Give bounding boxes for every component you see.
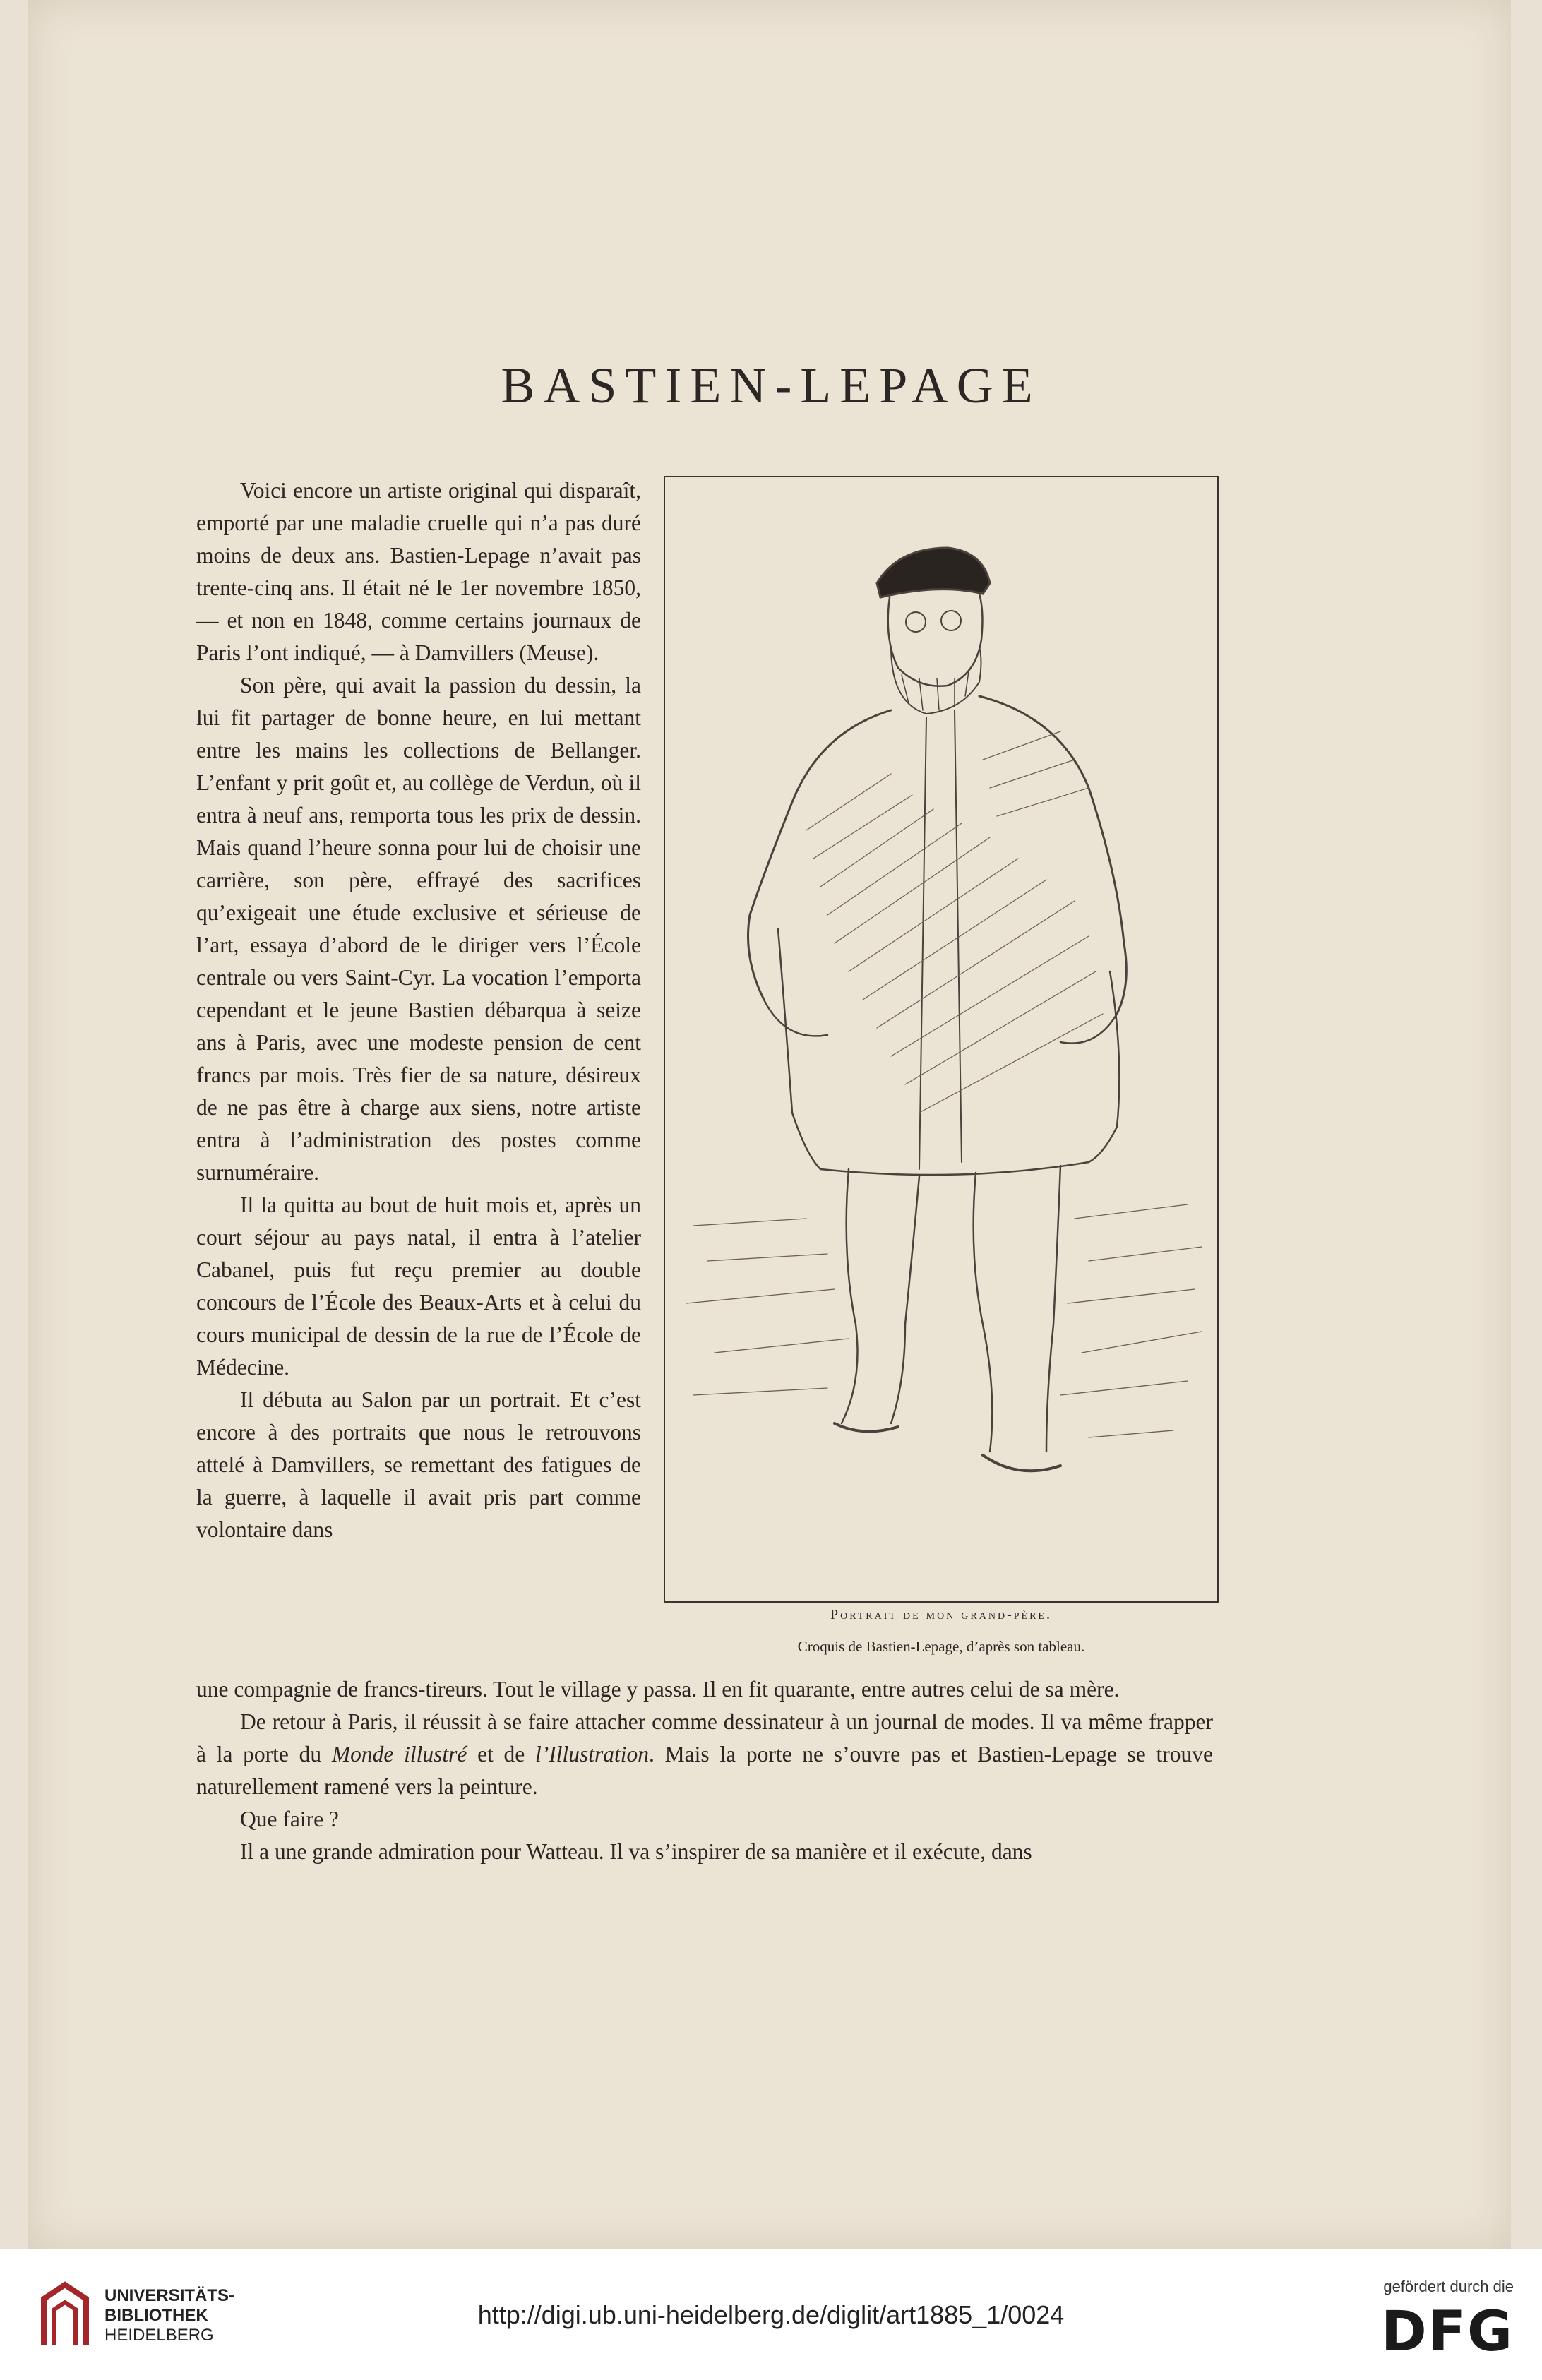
digitization-footer <box>0 2249 1542 2380</box>
journal-title-monde: Monde illustré <box>331 1742 467 1766</box>
figure-caption-title: Portrait de mon grand-père. <box>830 1607 1052 1622</box>
figure-caption-subtitle: Croquis de Bastien-Lepage, d’après son tableau. <box>797 1638 1085 1655</box>
library-name: UNIVERSITÄTS- BIBLIOTHEK HEIDELBERG <box>104 2286 235 2345</box>
paragraph-continuation: une compagnie de francs-tireurs. Tout le village y passa. Il en fit quarante, entre autres celui de sa mère. <box>196 1677 1120 1702</box>
full-width-text <box>196 1673 1213 1868</box>
return-text-after: . Mais la porte ne s’ouvre pas et Bastien-Lepage se trouve naturellement ramené vers la peinture. <box>196 1742 1213 1799</box>
paragraph-watteau: Il a une grande admiration pour Watteau. Il va s’inspirer de sa manière et il exécute, dans <box>240 1839 1032 1864</box>
paragraph-father: Son père, qui avait la passion du dessin, la lui fit partager de bonne heure, en lui mettant entre les mains les collections de Bellanger. L’enfant y prit goût et, au collège de Verdun, où il entra à neuf ans, remporta tous les prix de dessin. Mais quand l’heure sonna pour lui de choisir une carrière, son père, effrayé des sacrifices qu’exigeait une étude exclusive et sérieuse de l’art, essaya d’abord de le diriger vers l’École centrale ou vers Saint-Cyr. La vocation l’emporta cependant et le jeune Bastien débarqua à seize ans à Paris, avec une modeste pension de cent francs par mois. Très fier de sa nature, désireux de ne pas être à charge aux siens, notre artiste entra à l’administration des postes comme surnuméraire. <box>196 673 641 1185</box>
dfg-logo: DFG <box>1380 2300 1514 2364</box>
article-title: BASTIEN-LEPAGE <box>501 357 1041 414</box>
return-text-before: De retour à Paris, il réussit à se faire attacher comme dessinateur à un journal de modes. Il va même frapper à la porte du <box>196 1709 1213 1766</box>
left-column-text <box>196 474 641 1546</box>
journal-title-illustration: l’Illustration <box>535 1742 650 1766</box>
paragraph-salon: Il débuta au Salon par un portrait. Et c’est encore à des portraits que nous le retrouvons attelé à Damvillers, se remettant des fatigues de la guerre, à laquelle il avait pris part comme volontaire dans <box>196 1387 641 1542</box>
paragraph-return-paris <box>196 1706 1213 1803</box>
paragraph-que-faire: Que faire ? <box>240 1807 339 1831</box>
paragraph-atelier: Il la quitta au bout de huit mois et, après un court séjour au pays natal, il entra à l’atelier Cabanel, puis fut reçu premier au double concours de l’École des Beaux-Arts et à celui du cours municipal de dessin de la rue de l’École de Médecine. <box>196 1192 641 1380</box>
paragraph-intro: Voici encore un artiste original qui disparaît, emporté par une maladie cruelle qui n’a pas duré moins de deux ans. Bastien-Lepage n’avait pas trente-cinq ans. Il était né le 1er novembre 1850, — et non en 1848, comme certains journaux de Paris l’ont indiqué, — à Damvillers (Meuse). <box>196 478 641 665</box>
return-text-mid: et de <box>467 1742 536 1766</box>
illustration-frame <box>664 476 1219 1603</box>
sponsor-label: gefördert durch die <box>1383 2278 1514 2295</box>
source-url[interactable]: http://digi.ub.uni-heidelberg.de/diglit/art1885_1/0024 <box>477 2300 1065 2329</box>
portrait-sketch <box>665 477 1217 1601</box>
